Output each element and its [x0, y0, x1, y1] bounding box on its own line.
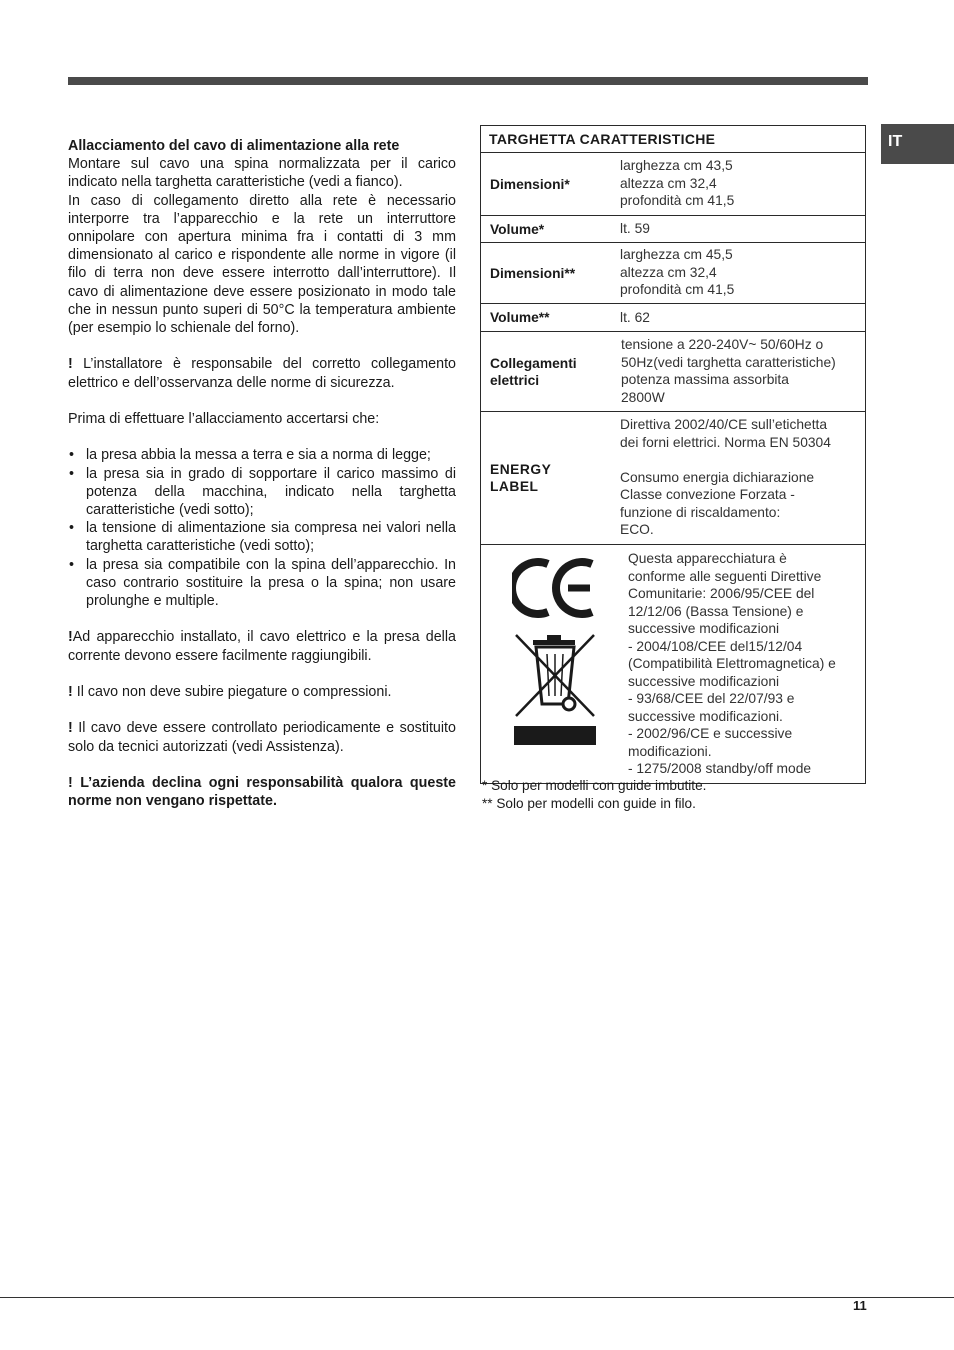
paragraph: Prima di effettuare l’allacciamento accertarsi che: [68, 411, 380, 428]
row-value: Direttiva 2002/40/CE sull’etichetta dei forni elettrici. Norma EN 50304 Consumo energia dichiarazione Classe convezione Forzata - funzione di riscaldamento: ECO. [620, 417, 831, 538]
table-row [481, 412, 866, 545]
warning-paragraph: ! Il cavo non deve subire piegature o compressioni. [68, 684, 392, 701]
footnotes [482, 777, 706, 813]
row-label: Volume* [490, 221, 545, 237]
warning-icon: ! [68, 629, 73, 646]
table-row [481, 153, 866, 216]
warning-icon: ! [68, 775, 73, 791]
list-item: • la presa sia compatibile con la spina dell’apparecchio. In caso contrario sostituire la presa o la spina; non usare prolunghe e multiple. [68, 556, 456, 611]
table-row [481, 243, 866, 304]
warning-paragraph: ! L’azienda declina ogni responsabilità qualora queste norme non vengano rispettate. [68, 775, 456, 810]
footnote: ** Solo per modelli con guide in filo. [482, 796, 696, 811]
checklist [68, 446, 456, 610]
page-number: 11 [853, 1298, 867, 1313]
row-label: Dimensioni** [490, 265, 576, 281]
row-label: Dimensioni* [490, 176, 570, 192]
list-item: • la presa abbia la messa a terra e sia a norma di legge; [68, 446, 456, 464]
row-label: ENERGY LABEL [490, 462, 552, 494]
installation-text [68, 137, 456, 810]
row-label: Volume** [490, 310, 550, 325]
section-heading: Allacciamento del cavo di alimentazione alla rete [68, 138, 400, 154]
warning-paragraph: ! Il cavo deve essere controllato periodicamente e sostituito solo da tecnici autorizzati (vedi Assistenza). [68, 720, 456, 755]
row-value: lt. 62 [620, 309, 650, 325]
footnote: * Solo per modelli con guide imbutite. [482, 778, 707, 793]
table-row [481, 332, 866, 412]
warning-icon: ! [68, 356, 73, 373]
table-row [481, 216, 866, 243]
row-value: lt. 59 [620, 221, 650, 237]
warning-icon: ! [68, 720, 73, 737]
row-value: tensione a 220-240V~ 50/60Hz o 50Hz(vedi targhetta caratteristiche) potenza massima assorbita 2800W [621, 337, 836, 405]
ce-mark-icon [512, 556, 598, 620]
language-tab: IT [881, 124, 954, 164]
paragraph: Montare sul cavo una spina normalizzata per il carico indicato nella targhetta caratteristiche (vedi a fianco). [68, 156, 456, 191]
paragraph: In caso di collegamento diretto alla rete è necessario interporre tra l’apparecchio e la rete un interruttore onnipolare con apertura minima fra i contatti di 3 mm dimensionato al carico e rispondente alle norme in vigore (il filo di terra non deve essere interrotto dall’interruttore). Il cavo di alimentazione deve essere posizionato in modo tale che in nessun punto superi di 50°C la temperatura ambiente (per esempio lo schienale del forno). [68, 192, 456, 337]
row-label: Collegamenti elettrici [490, 355, 577, 388]
rating-plate-table [480, 125, 866, 784]
table-row [481, 304, 866, 332]
list-item: • la tensione di alimentazione sia compresa nei valori nella targhetta caratteristiche (vedi sotto); [68, 519, 456, 555]
list-item: • la presa sia in grado di sopportare il carico massimo di potenza della macchina, indicato nella targhetta caratteristiche (vedi sotto); [68, 465, 456, 520]
row-value: larghezza cm 43,5 altezza cm 32,4 profondità cm 41,5 [620, 158, 735, 209]
table-row [481, 545, 866, 784]
weee-bin-icon [513, 632, 597, 722]
top-rule [68, 77, 868, 85]
row-value: larghezza cm 45,5 altezza cm 32,4 profondità cm 41,5 [620, 247, 735, 298]
row-value: Questa apparecchiatura è conforme alle seguenti Direttive Comunitarie: 2006/95/CEE del 12/12/06 (Bassa Tensione) e successive modificazioni - 2004/108/CEE del15/12/04 (Compatibilità Elettromagnetica) e successive modificazioni - 93/68/CEE del 22/07/93 e successive modificazioni. - 2002/96/CE e successive modificazioni. - 1275/2008 standby/off mode [628, 551, 836, 776]
warning-paragraph: ! L’installatore è responsabile del corretto collegamento elettrico e dell’osservanza delle norme di sicurezza. [68, 356, 456, 391]
bottom-rule [0, 1297, 954, 1298]
table-title: TARGHETTA CARATTERISTICHE [481, 126, 866, 153]
warning-icon: ! [68, 684, 73, 701]
weee-bar [514, 726, 596, 745]
conformity-icons [482, 546, 628, 782]
warning-paragraph: !Ad apparecchio installato, il cavo elettrico e la presa della corrente devono essere facilmente raggiungibili. [68, 629, 456, 664]
